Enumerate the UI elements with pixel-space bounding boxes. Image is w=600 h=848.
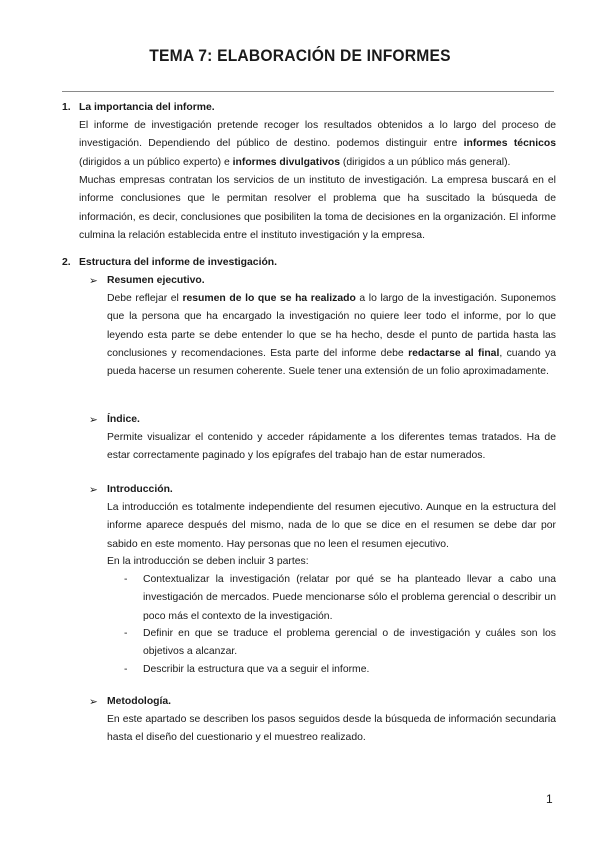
introduccion-heading: Introducción. — [107, 484, 173, 495]
section-1-number: 1. — [62, 102, 71, 113]
list-item: Definir en que se traduce el problema gerencial o de investigación y cuáles son los objetivos a alcanzar. — [143, 628, 556, 658]
dash-bullet: - — [124, 664, 128, 675]
page-number: 1 — [546, 792, 553, 806]
introduccion-lead: En la introducción se deben incluir 3 partes: — [107, 556, 309, 567]
arrow-bullet-icon: ➢ — [89, 414, 98, 426]
list-item: Contextualizar la investigación (relatar por qué se ha planteado llevar a cabo una investigación de mercados. Puede mencionarse sólo el problema gerencial o describir un poco más el contexto de la investigación. — [143, 574, 556, 622]
arrow-bullet-icon: ➢ — [89, 484, 98, 496]
section-1-paragraph-1: El informe de investigación pretende recoger los resultados obtenidos a lo largo del proceso de investigación. Dependiendo del público de destino. podemos distinguir entre informes técnicos (dirigidos a un público experto) e informes divulgativos (dirigidos a un público más general). — [79, 120, 556, 168]
dash-bullet: - — [124, 628, 128, 639]
section-1-paragraph-2: Muchas empresas contratan los servicios de un instituto de investigación. La empresa buscará en el informe conclusiones que le permitan resolver el problema que ha suscitado la búsqueda de información, es decir, conclusiones que posibiliten la toma de decisiones en la organización. El informe culmina la relación establecida entre el instituto investigación y la empresa. — [79, 175, 556, 241]
section-1-heading: La importancia del informe. — [79, 102, 215, 113]
resumen-heading: Resumen ejecutivo. — [107, 275, 205, 286]
indice-heading: Índice. — [107, 414, 140, 425]
list-item: Describir la estructura que va a seguir el informe. — [143, 664, 370, 675]
page-title: TEMA 7: ELABORACIÓN DE INFORMES — [149, 46, 451, 65]
arrow-bullet-icon: ➢ — [89, 275, 98, 287]
dash-bullet: - — [124, 574, 128, 585]
section-2-number: 2. — [62, 257, 71, 268]
title-divider — [62, 91, 554, 92]
introduccion-paragraph: La introducción es totalmente independiente del resumen ejecutivo. Aunque en la estructura del informe aparece después del mismo, nada de lo que se dice en el resumen se debe dar por sabido en este momento. Hay personas que no leen el resumen ejecutivo. — [107, 502, 556, 550]
arrow-bullet-icon: ➢ — [89, 696, 98, 708]
metodologia-heading: Metodología. — [107, 696, 172, 707]
indice-paragraph: Permite visualizar el contenido y acceder rápidamente a los diferentes temas tratados. Ha de estar correctamente paginado y los epígrafes del trabajo han de estar numerados. — [107, 432, 556, 462]
section-2-heading: Estructura del informe de investigación. — [79, 257, 278, 268]
resumen-paragraph: Debe reflejar el resumen de lo que se ha realizado a lo largo de la investigación. Suponemos que la persona que ha encargado la investigación no quiere leer todo el informe, por lo que leyendo esta parte se debe entender lo que se ha hecho, desde el punto de partida hasta las conclusiones y recomendaciones. Esta parte del informe debe redactarse al final, cuando ya pueda hacerse un resumen coherente. Suele tener una extensión de un folio aproximadamente. — [107, 293, 557, 378]
metodologia-paragraph: En este apartado se describen los pasos seguidos desde la búsqueda de información secundaria hasta el diseño del cuestionario y el muestreo realizado. — [107, 714, 556, 744]
